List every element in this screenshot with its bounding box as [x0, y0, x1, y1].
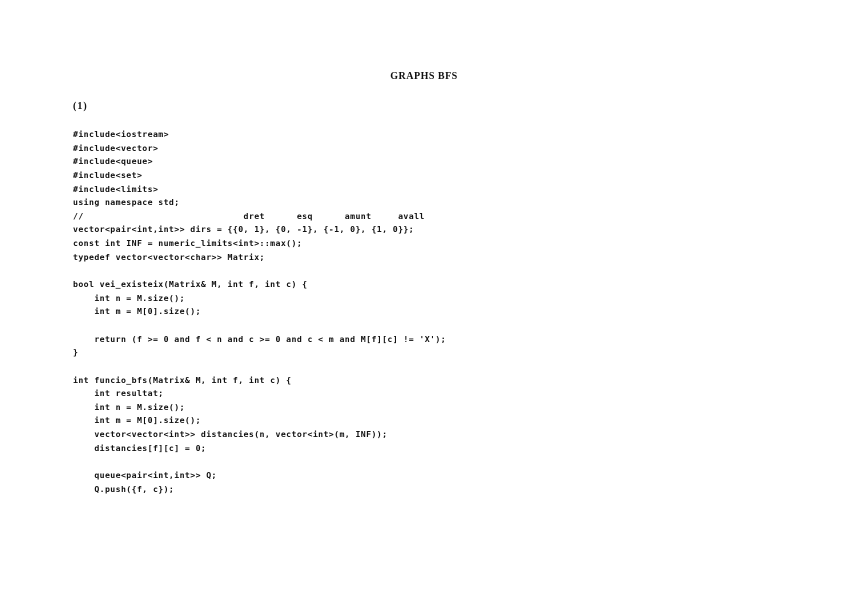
code-line: Q.push({f, c});	[73, 483, 175, 494]
code-line: int n = M.size();	[73, 401, 185, 412]
code-line: int resultat;	[73, 388, 164, 399]
code-line: bool vei_existeix(Matrix& M, int f, int c) {	[73, 279, 308, 290]
code-line: vector<vector<int>> distancies(n, vector<int>(m, INF));	[73, 429, 388, 440]
code-block	[73, 128, 446, 496]
code-line: #include<iostream>	[73, 129, 169, 139]
page-title: GRAPHS BFS	[390, 71, 458, 82]
code-line: vector<pair<int,int>> dirs = {{0, 1}, {0, -1}, {-1, 0}, {1, 0}};	[73, 224, 415, 235]
code-line: using namespace std;	[73, 197, 180, 208]
code-line	[73, 319, 446, 333]
code-line: #include<queue>	[73, 156, 153, 167]
code-line: int m = M[0].size();	[73, 306, 201, 317]
code-line: #include<vector>	[73, 142, 159, 153]
code-line: const int INF = numeric_limits<int>::max();	[73, 238, 303, 249]
code-line: typedef vector<vector<char>> Matrix;	[73, 251, 265, 262]
code-comment-line: // dret esq amunt avall	[73, 210, 425, 221]
code-line: queue<pair<int,int>> Q;	[73, 470, 217, 481]
code-line: return (f >= 0 and f < n and c >= 0 and c < m and M[f][c] != 'X');	[73, 333, 447, 344]
code-line: distancies[f][c] = 0;	[73, 442, 207, 453]
code-line	[73, 360, 446, 374]
code-line: int m = M[0].size();	[73, 415, 201, 426]
code-line: int funcio_bfs(Matrix& M, int f, int c) {	[73, 374, 292, 385]
code-line	[73, 455, 446, 469]
code-line: int n = M.size();	[73, 292, 185, 303]
code-line: }	[73, 347, 79, 358]
code-line	[73, 264, 446, 278]
code-line: #include<set>	[73, 169, 143, 180]
section-number: (1)	[73, 101, 88, 112]
code-line: #include<limits>	[73, 183, 159, 194]
